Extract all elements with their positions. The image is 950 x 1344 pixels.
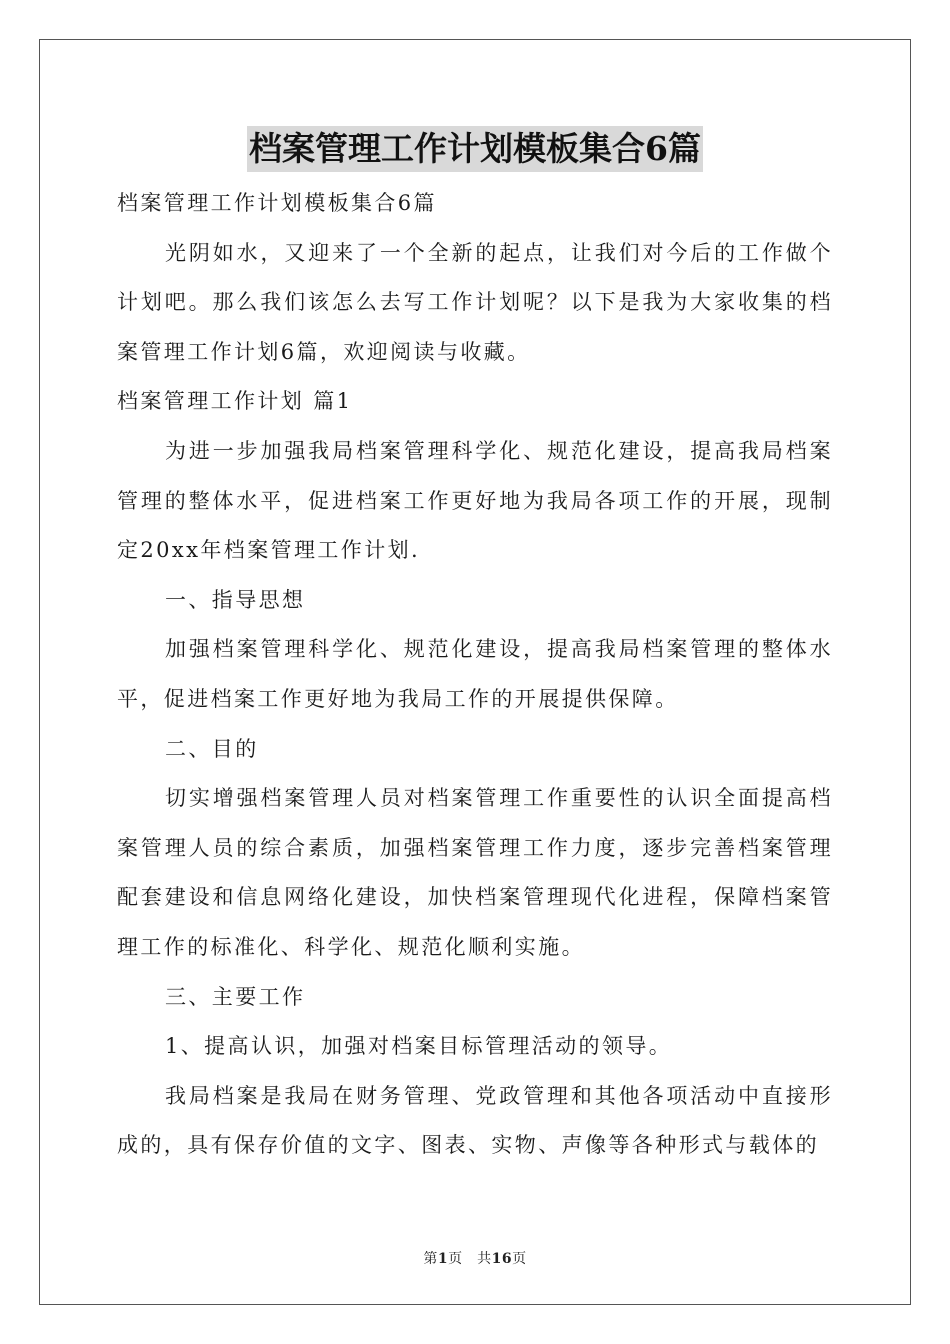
body-paragraph: 切实增强档案管理人员对档案管理工作重要性的认识全面提高档案管理人员的综合素质，加强档案管理工作力度，逐步完善档案管理配套建设和信息网络化建设，加快档案管理现代化进程，保障档案管理工作的标准化、科学化、规范化顺利实施。 (117, 786, 833, 959)
document-body (117, 179, 833, 1171)
page-footer (0, 1248, 950, 1268)
subtitle-line: 档案管理工作计划模板集合6篇 (117, 191, 437, 215)
intro-paragraph: 光阴如水，又迎来了一个全新的起点，让我们对今后的工作做个计划吧。那么我们该怎么去写工作计划呢？以下是我为大家收集的档案管理工作计划6篇，欢迎阅读与收藏。 (117, 240, 833, 364)
body-paragraph: 为进一步加强我局档案管理科学化、规范化建设，提高我局档案管理的整体水平，促进档案工作更好地为我局各项工作的开展，现制定20xx年档案管理工作计划. (117, 438, 833, 563)
current-page-number: 1 (437, 1251, 449, 1267)
total-pages-number: 16 (491, 1251, 513, 1267)
list-item: 1、提高认识，加强对档案目标管理活动的领导。 (165, 1034, 673, 1059)
subheading-guiding-thought: 一、指导思想 (165, 587, 306, 612)
document-title: 档案管理工作计划模板集合6篇 (247, 126, 703, 172)
footer-middle: 页 共 (448, 1251, 492, 1267)
footer-suffix: 页 (512, 1251, 527, 1267)
body-paragraph: 加强档案管理科学化、规范化建设，提高我局档案管理的整体水平，促进档案工作更好地为我局工作的开展提供保障。 (117, 637, 833, 711)
section-heading: 档案管理工作计划 篇1 (117, 389, 353, 414)
subheading-purpose: 二、目的 (165, 736, 259, 761)
title-container (0, 126, 950, 172)
subheading-main-work: 三、主要工作 (165, 984, 306, 1009)
body-paragraph: 我局档案是我局在财务管理、党政管理和其他各项活动中直接形成的，具有保存价值的文字、图表、实物、声像等各种形式与载体的 (117, 1083, 833, 1158)
footer-prefix: 第 (423, 1251, 438, 1267)
